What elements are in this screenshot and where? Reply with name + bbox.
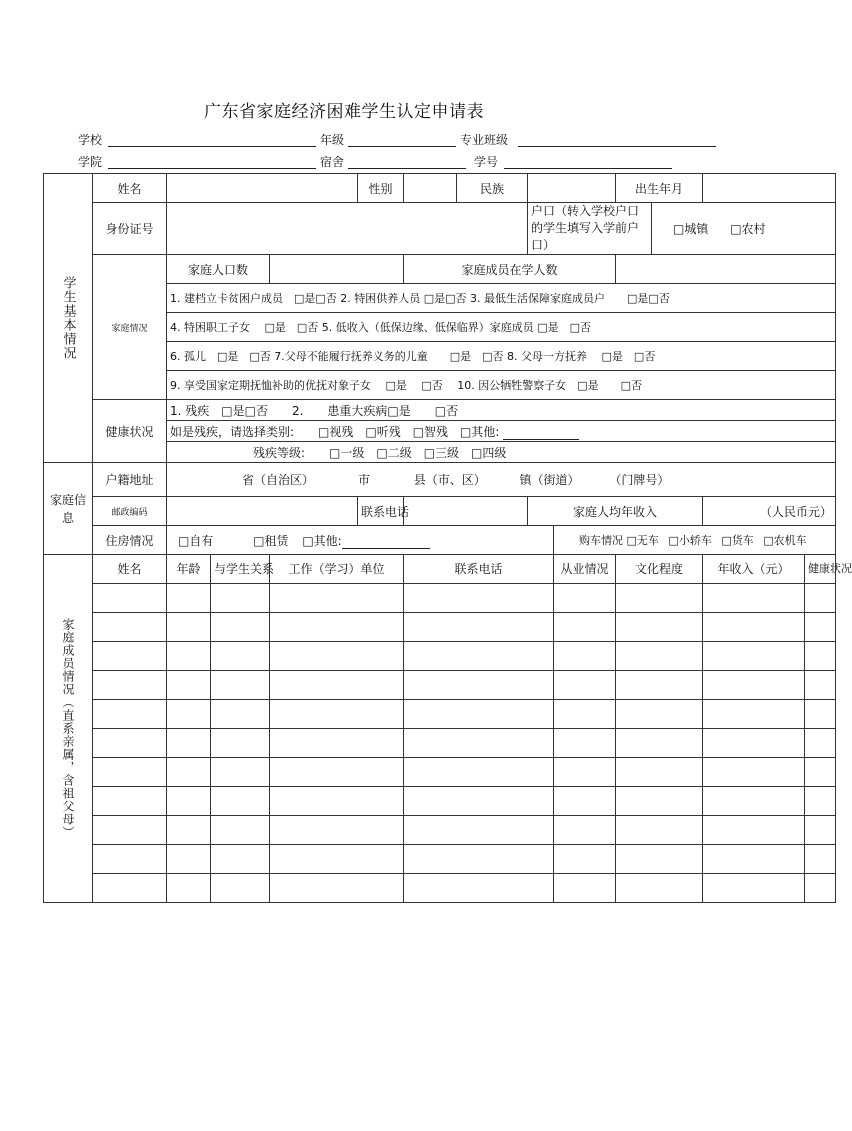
hukou-label: 户口（转入学校户口的学生填写入学前户口） (528, 203, 652, 255)
phone-label: 联系电话 (358, 497, 404, 526)
form-table (43, 173, 852, 903)
housing-rent-checkbox[interactable]: □租赁 (253, 533, 289, 548)
ethnicity-label: 民族 (457, 174, 528, 203)
student-id-label: 学号 (474, 155, 499, 169)
condition-row-2[interactable]: 4. 特困职工子女 □是 □否 5. 低收入（低保边缘、低保临界）家庭成员 □是 □否 (167, 313, 836, 342)
member-col-name: 姓名 (93, 555, 167, 584)
family-in-school-field[interactable] (616, 255, 836, 284)
member-col-education: 文化程度 (616, 555, 703, 584)
name-field[interactable] (167, 174, 358, 203)
member-col-relation: 与学生关系 (211, 555, 270, 584)
income-label: 家庭人均年收入 (528, 497, 703, 526)
gender-label: 性别 (358, 174, 404, 203)
hukou-urban-checkbox[interactable]: □城镇 (673, 222, 709, 236)
housing-own-checkbox[interactable]: □自有 (178, 533, 214, 548)
member-col-employer: 工作（学习）单位 (270, 555, 404, 584)
car-farm-vehicle-checkbox[interactable]: □农机车 (763, 534, 807, 547)
member-col-occupation: 从业情况 (554, 555, 616, 584)
major-class-label: 专业班级 (460, 133, 509, 147)
car-sedan-checkbox[interactable]: □小轿车 (668, 534, 712, 547)
ethnicity-field[interactable] (528, 174, 616, 203)
section-student-info: 学生基本情况 (44, 174, 93, 463)
hukou-options (652, 203, 836, 255)
disability-other-field[interactable] (503, 439, 579, 440)
gender-field[interactable] (404, 174, 457, 203)
grade-field[interactable] (348, 146, 456, 147)
table-row[interactable] (44, 845, 836, 874)
phone-field[interactable] (404, 497, 528, 526)
health-line-3[interactable]: 残疾等级: □一级 □二级 □三级 □四级 (167, 442, 836, 463)
college-field[interactable] (108, 168, 316, 169)
car-none-checkbox[interactable]: □无车 (626, 534, 659, 547)
housing-other-checkbox[interactable]: □其他: (302, 533, 342, 548)
housing-options (167, 526, 554, 555)
address-province: 省（自治区） (242, 473, 315, 487)
hukou-rural-checkbox[interactable]: □农村 (730, 222, 766, 236)
health-line-1[interactable]: 1. 残疾 □是□否 2. 患重大疾病□是 □否 (167, 400, 836, 421)
name-label: 姓名 (93, 174, 167, 203)
member-col-phone: 联系电话 (404, 555, 554, 584)
condition-row-4[interactable]: 9. 享受国家定期抚恤补助的优抚对象子女 □是 □否 10. 因公牺牲警察子女 □是 □否 (167, 371, 836, 400)
car-options (554, 526, 836, 555)
section-family-members: 家庭成员情况（直系亲属，含祖父母） (44, 555, 93, 903)
id-label: 身份证号 (93, 203, 167, 255)
member-col-income: 年收入（元） (703, 555, 805, 584)
member-col-age: 年龄 (167, 555, 211, 584)
address-town: 镇（街道） (519, 473, 580, 487)
id-field[interactable] (167, 203, 528, 255)
income-field[interactable] (703, 497, 836, 526)
address-county: 县（市、区） (413, 473, 486, 487)
dorm-label: 宿舍 (320, 155, 345, 169)
student-id-field[interactable] (504, 168, 672, 169)
postcode-field[interactable] (167, 497, 358, 526)
dorm-field[interactable] (348, 168, 466, 169)
table-row[interactable] (44, 642, 836, 671)
housing-other-field[interactable] (342, 548, 430, 549)
health-line-2[interactable] (167, 421, 836, 442)
family-size-field[interactable] (270, 255, 404, 284)
car-truck-checkbox[interactable]: □货车 (721, 534, 754, 547)
family-size-label: 家庭人口数 (167, 255, 270, 284)
disability-category-options[interactable]: 如是残疾，请选择类别: □视残 □听残 □智残 □其他: (170, 424, 500, 439)
school-field[interactable] (108, 146, 316, 147)
address-city: 市 (357, 473, 370, 487)
birth-label: 出生年月 (616, 174, 703, 203)
table-row[interactable] (44, 700, 836, 729)
table-row[interactable] (44, 874, 836, 903)
address-house-number: （门牌号） (609, 473, 670, 487)
health-label: 健康状况 (93, 400, 167, 463)
housing-label: 住房情况 (93, 526, 167, 555)
table-row[interactable] (44, 758, 836, 787)
school-label: 学校 (78, 133, 103, 147)
family-in-school-label: 家庭成员在学人数 (404, 255, 616, 284)
table-row[interactable] (44, 729, 836, 758)
address-label: 户籍地址 (93, 463, 167, 497)
college-label: 学院 (78, 155, 103, 169)
table-row[interactable] (44, 584, 836, 613)
birth-field[interactable] (703, 174, 836, 203)
table-row[interactable] (44, 787, 836, 816)
member-col-health: 健康状况 (805, 555, 836, 584)
table-row[interactable] (44, 671, 836, 700)
postcode-label: 邮政编码 (93, 497, 167, 526)
condition-row-1[interactable]: 1. 建档立卡贫困户成员 □是□否 2. 特困供养人员 □是□否 3. 最低生活保障家庭成员户 □是□否 (167, 284, 836, 313)
major-class-field[interactable] (518, 146, 716, 147)
table-row[interactable] (44, 816, 836, 845)
form-title: 广东省家庭经济困难学生认定申请表 (204, 102, 484, 122)
section-family-info: 家庭信息 (44, 463, 93, 555)
income-unit: （人民币元） (760, 504, 833, 519)
table-row[interactable] (44, 613, 836, 642)
condition-row-3[interactable]: 6. 孤儿 □是 □否 7.父母不能履行抚养义务的儿童 □是 □否 8. 父母一方抚养 □是 □否 (167, 342, 836, 371)
family-status-label: 家庭情况 (93, 255, 167, 400)
address-field[interactable] (167, 463, 836, 497)
grade-label: 年级 (320, 133, 345, 147)
car-label: 购车情况 (579, 534, 624, 547)
